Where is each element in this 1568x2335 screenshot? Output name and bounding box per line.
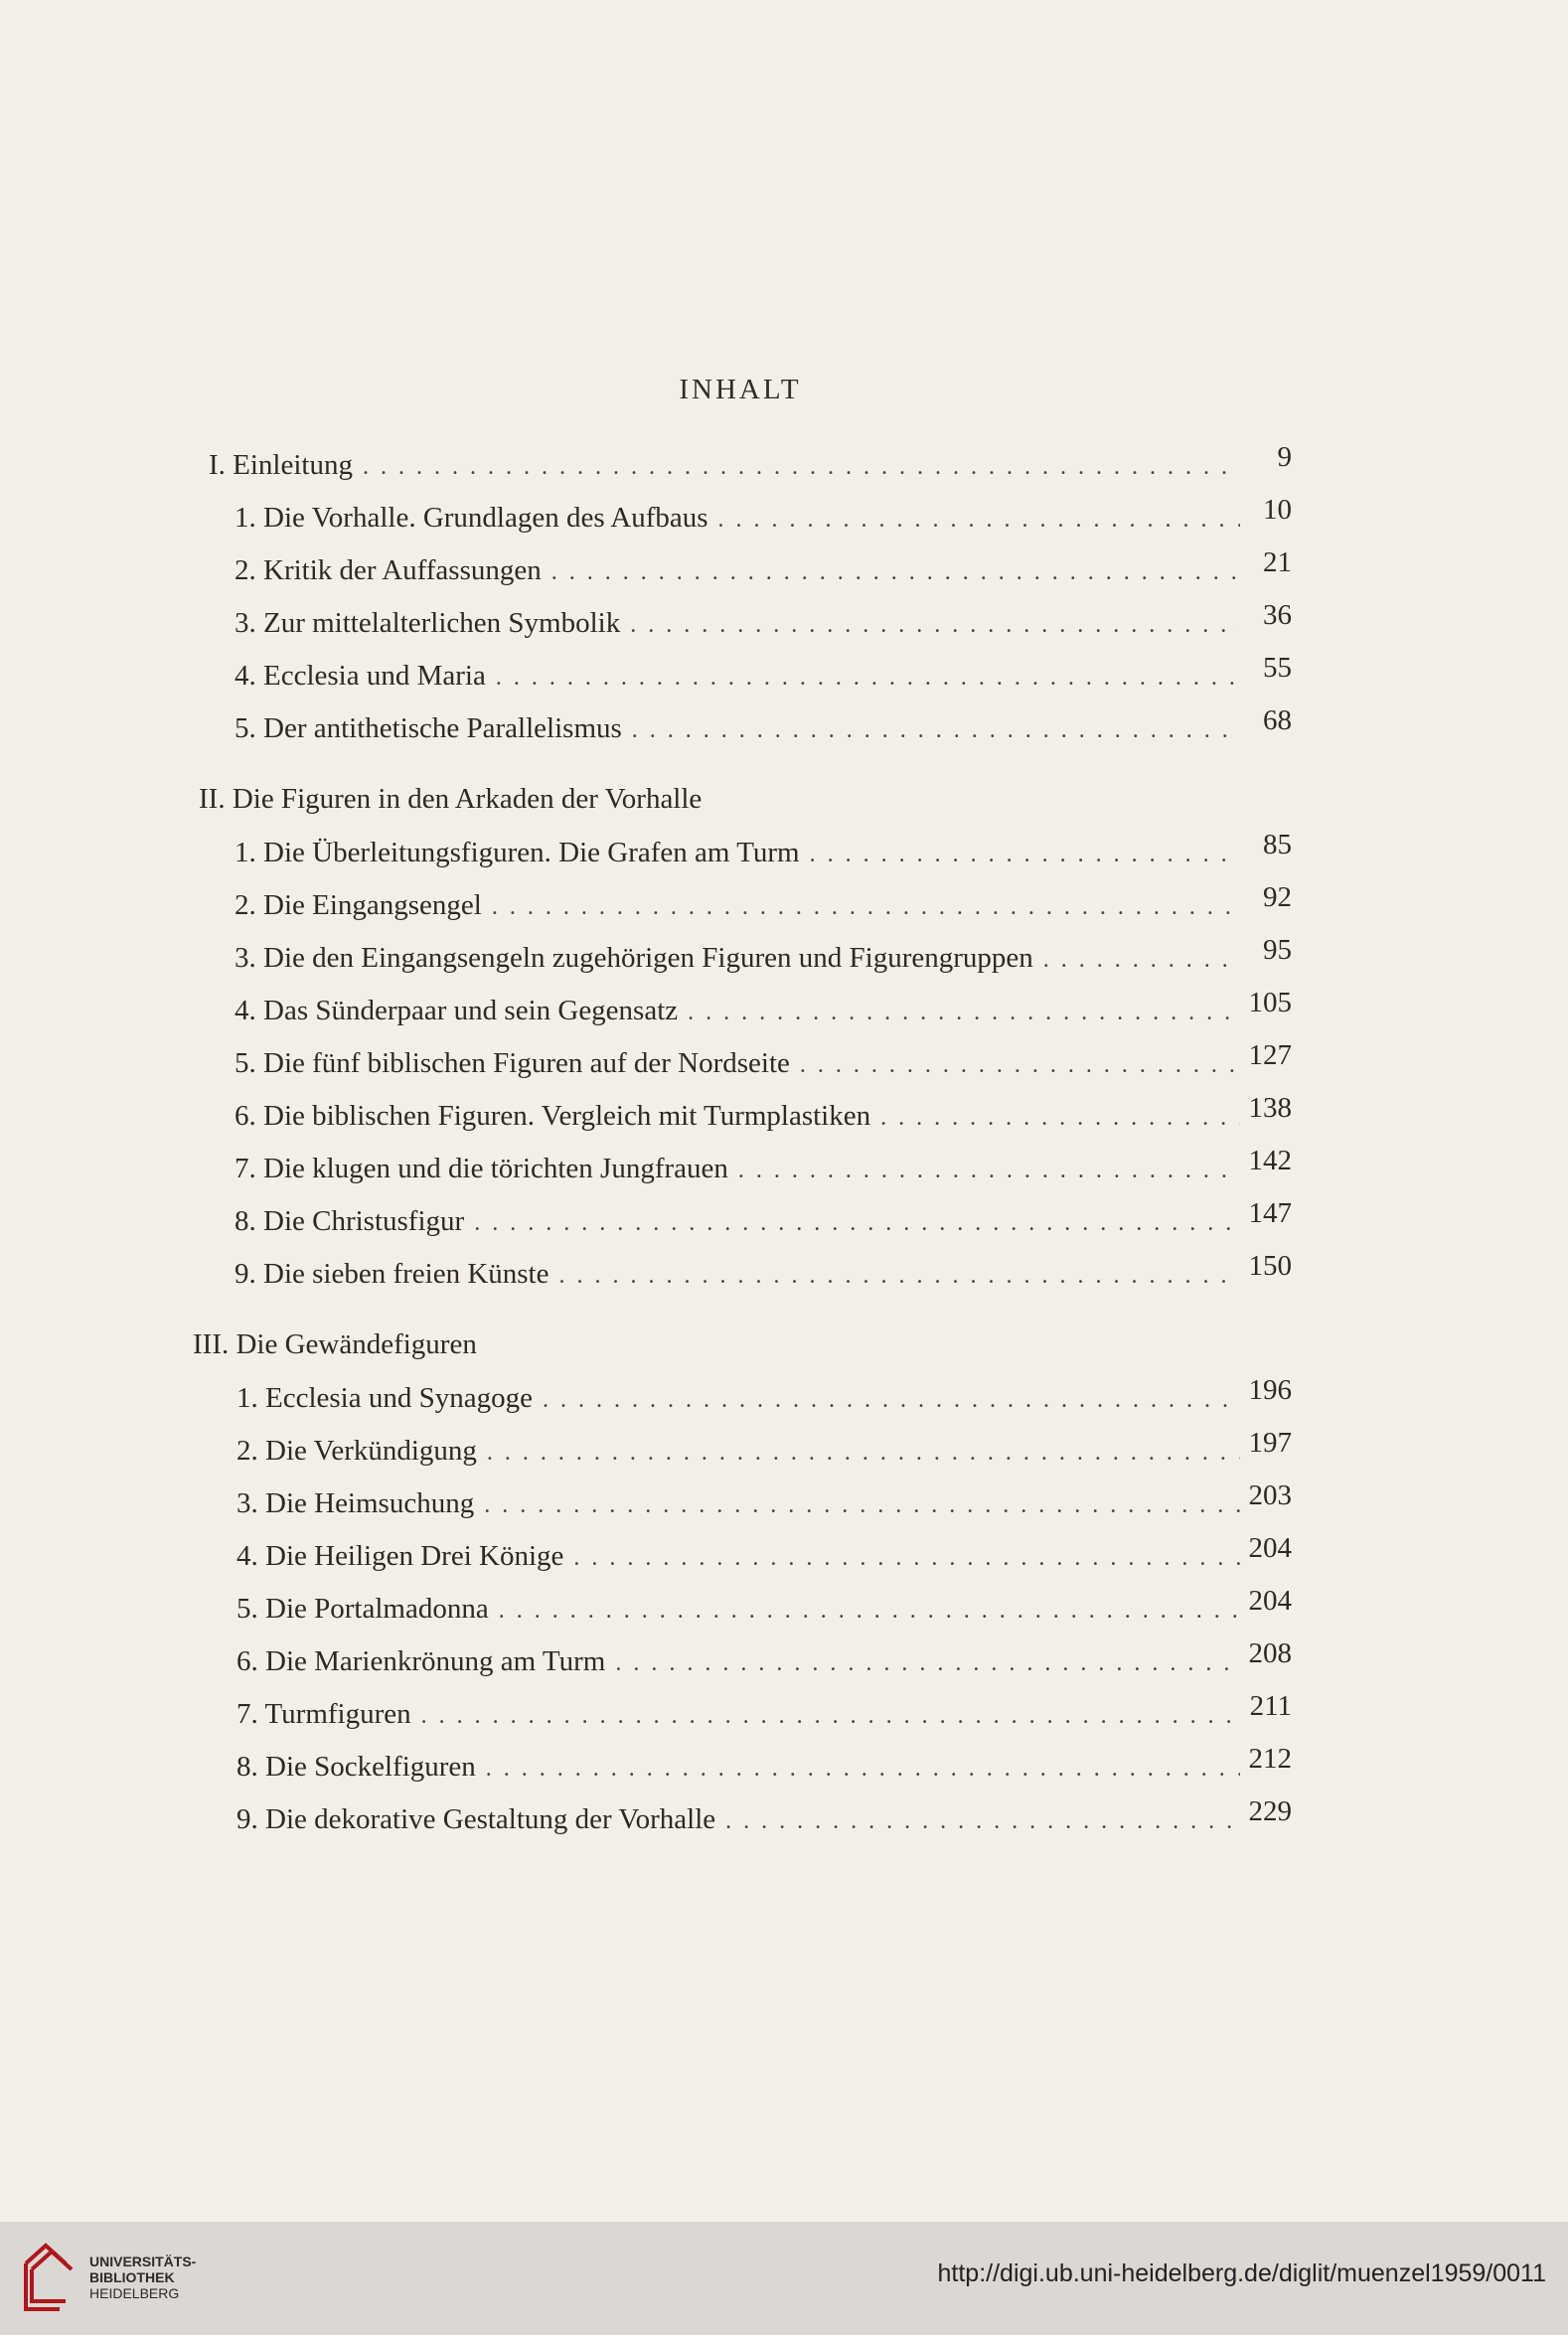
- toc-page-number: 204: [1248, 1585, 1292, 1617]
- toc-entry-label: 8. Die Sockelfiguren: [236, 1751, 476, 1783]
- toc-entry[interactable]: [235, 546, 1292, 590]
- toc-page-number: 55: [1263, 652, 1292, 684]
- toc-entry[interactable]: [235, 881, 1292, 925]
- toc-page-number: 197: [1248, 1427, 1292, 1459]
- dot-leader: [615, 1645, 1240, 1681]
- toc-page-number: 229: [1248, 1795, 1292, 1827]
- toc-entry[interactable]: [236, 1532, 1292, 1576]
- dot-leader: [486, 1751, 1240, 1787]
- toc-entry[interactable]: [236, 1637, 1292, 1681]
- toc-entry[interactable]: [236, 1374, 1292, 1418]
- dot-leader: [421, 1698, 1240, 1734]
- dot-leader: [573, 1540, 1240, 1576]
- toc-entry-label: 5. Die Portalmadonna: [236, 1593, 489, 1625]
- toc-entry[interactable]: [236, 1479, 1292, 1523]
- dot-leader: [543, 1382, 1240, 1418]
- dot-leader: [880, 1100, 1240, 1136]
- toc-entry[interactable]: [236, 1690, 1292, 1734]
- toc-entry-label: 4. Ecclesia und Maria: [235, 660, 486, 692]
- toc-entry-label: 8. Die Christusfigur: [235, 1205, 465, 1237]
- toc-entry[interactable]: [235, 652, 1292, 696]
- dot-leader: [630, 607, 1240, 643]
- toc-page-number: 95: [1263, 934, 1292, 966]
- toc-entry-label: 4. Die Heiligen Drei Könige: [236, 1540, 564, 1572]
- toc-entry-label: 1. Ecclesia und Synagoge: [236, 1382, 533, 1414]
- toc-entry-label: 2. Kritik der Auffassungen: [235, 554, 542, 586]
- library-name-line: HEIDELBERG: [89, 2285, 180, 2301]
- toc-entry-label: 9. Die dekorative Gestaltung der Vorhalle: [236, 1803, 716, 1835]
- viewer-footer-bar: [0, 2222, 1568, 2335]
- dot-leader: [810, 837, 1240, 872]
- library-name-line: UNIVERSITÄTS-: [89, 2254, 197, 2269]
- dot-leader: [1043, 942, 1240, 978]
- dot-leader: [551, 554, 1240, 590]
- dot-leader: [718, 502, 1240, 538]
- toc-entry[interactable]: [236, 1427, 1292, 1471]
- toc-page-number: 92: [1263, 881, 1292, 913]
- toc-page-number: 9: [1277, 441, 1292, 473]
- dot-leader: [738, 1153, 1240, 1188]
- toc-entry[interactable]: [235, 1250, 1292, 1294]
- toc-entry[interactable]: [235, 934, 1292, 978]
- toc-page-number: 138: [1248, 1092, 1292, 1124]
- toc-entry[interactable]: [235, 1145, 1292, 1188]
- toc-page-number: 203: [1248, 1479, 1292, 1511]
- toc-page-number: 105: [1248, 987, 1292, 1018]
- dot-leader: [499, 1593, 1240, 1629]
- toc-section-heading[interactable]: III. Die Gewändefiguren: [193, 1328, 477, 1360]
- toc-entry-label: 2. Die Eingangsengel: [235, 889, 482, 921]
- toc-entry[interactable]: [236, 1743, 1292, 1787]
- toc-entry-label: 7. Turmfiguren: [236, 1698, 411, 1730]
- toc-section-heading[interactable]: II. Die Figuren in den Arkaden der Vorhalle: [199, 783, 703, 815]
- dot-leader: [632, 712, 1240, 748]
- toc-entry-label: 5. Der antithetische Parallelismus: [235, 712, 622, 744]
- dot-leader: [484, 1487, 1240, 1523]
- toc-page-number: 150: [1248, 1250, 1292, 1282]
- toc-entry-label: 4. Das Sünderpaar und sein Gegensatz: [235, 995, 679, 1026]
- toc-entry-label: 5. Die fünf biblischen Figuren auf der Nordseite: [235, 1047, 790, 1079]
- toc-page-number: 211: [1249, 1690, 1292, 1722]
- toc-page-number: 208: [1248, 1637, 1292, 1669]
- library-name: [89, 2254, 196, 2301]
- toc-entry[interactable]: [235, 1092, 1292, 1136]
- dot-leader: [800, 1047, 1240, 1083]
- toc-page-number: 204: [1248, 1532, 1292, 1564]
- dot-leader: [487, 1435, 1240, 1471]
- page-title: INHALT: [679, 374, 802, 405]
- toc-section-heading[interactable]: [209, 441, 1292, 485]
- toc-page-number: 68: [1263, 704, 1292, 736]
- toc-page-number: 127: [1248, 1039, 1292, 1071]
- toc-entry-label: 9. Die sieben freien Künste: [235, 1258, 549, 1290]
- toc-page-number: 212: [1248, 1743, 1292, 1775]
- toc-entry-label: 6. Die biblischen Figuren. Vergleich mit Turmplastiken: [235, 1100, 871, 1132]
- dot-leader: [496, 660, 1240, 696]
- toc-entry[interactable]: [236, 1585, 1292, 1629]
- toc-entry[interactable]: [235, 599, 1292, 643]
- dot-leader: [725, 1803, 1240, 1839]
- toc-page-number: 196: [1248, 1374, 1292, 1406]
- toc-entry[interactable]: [235, 987, 1292, 1030]
- toc-entry-label: 1. Die Vorhalle. Grundlagen des Aufbaus: [235, 502, 708, 534]
- dot-leader: [688, 995, 1240, 1030]
- toc-entry[interactable]: [235, 494, 1292, 538]
- toc-entry-label: 6. Die Marienkrönung am Turm: [236, 1645, 606, 1677]
- toc-page-number: 85: [1263, 829, 1292, 860]
- library-name-line: BIBLIOTHEK: [89, 2269, 175, 2285]
- toc-entry-label: 7. Die klugen und die törichten Jungfrauen: [235, 1153, 728, 1184]
- dot-leader: [492, 889, 1240, 925]
- toc-page-number: 147: [1248, 1197, 1292, 1229]
- toc-entry[interactable]: [235, 1197, 1292, 1241]
- toc-section-label: I. Einleitung: [209, 449, 353, 481]
- toc-page-number: 36: [1263, 599, 1292, 631]
- toc-entry[interactable]: [235, 704, 1292, 748]
- toc-entry-label: 3. Zur mittelalterlichen Symbolik: [235, 607, 621, 639]
- toc-entry[interactable]: [235, 829, 1292, 872]
- library-logo-icon: [20, 2240, 81, 2315]
- toc-entry[interactable]: [236, 1795, 1292, 1839]
- toc-page-number: 10: [1263, 494, 1292, 526]
- toc-entry-label: 2. Die Verkündigung: [236, 1435, 477, 1467]
- dot-leader: [363, 449, 1240, 485]
- dot-leader: [474, 1205, 1240, 1241]
- permalink-url[interactable]: http://digi.ub.uni-heidelberg.de/diglit/muenzel1959/0011: [937, 2259, 1546, 2287]
- dot-leader: [558, 1258, 1240, 1294]
- toc-entry-label: 1. Die Überleitungsfiguren. Die Grafen am Turm: [235, 837, 800, 868]
- toc-entry-label: 3. Die den Eingangsengeln zugehörigen Figuren und Figurengruppen: [235, 942, 1033, 974]
- toc-entry[interactable]: [235, 1039, 1292, 1083]
- toc-entry-label: 3. Die Heimsuchung: [236, 1487, 475, 1519]
- toc-page-number: 142: [1248, 1145, 1292, 1176]
- toc-page-number: 21: [1263, 546, 1292, 578]
